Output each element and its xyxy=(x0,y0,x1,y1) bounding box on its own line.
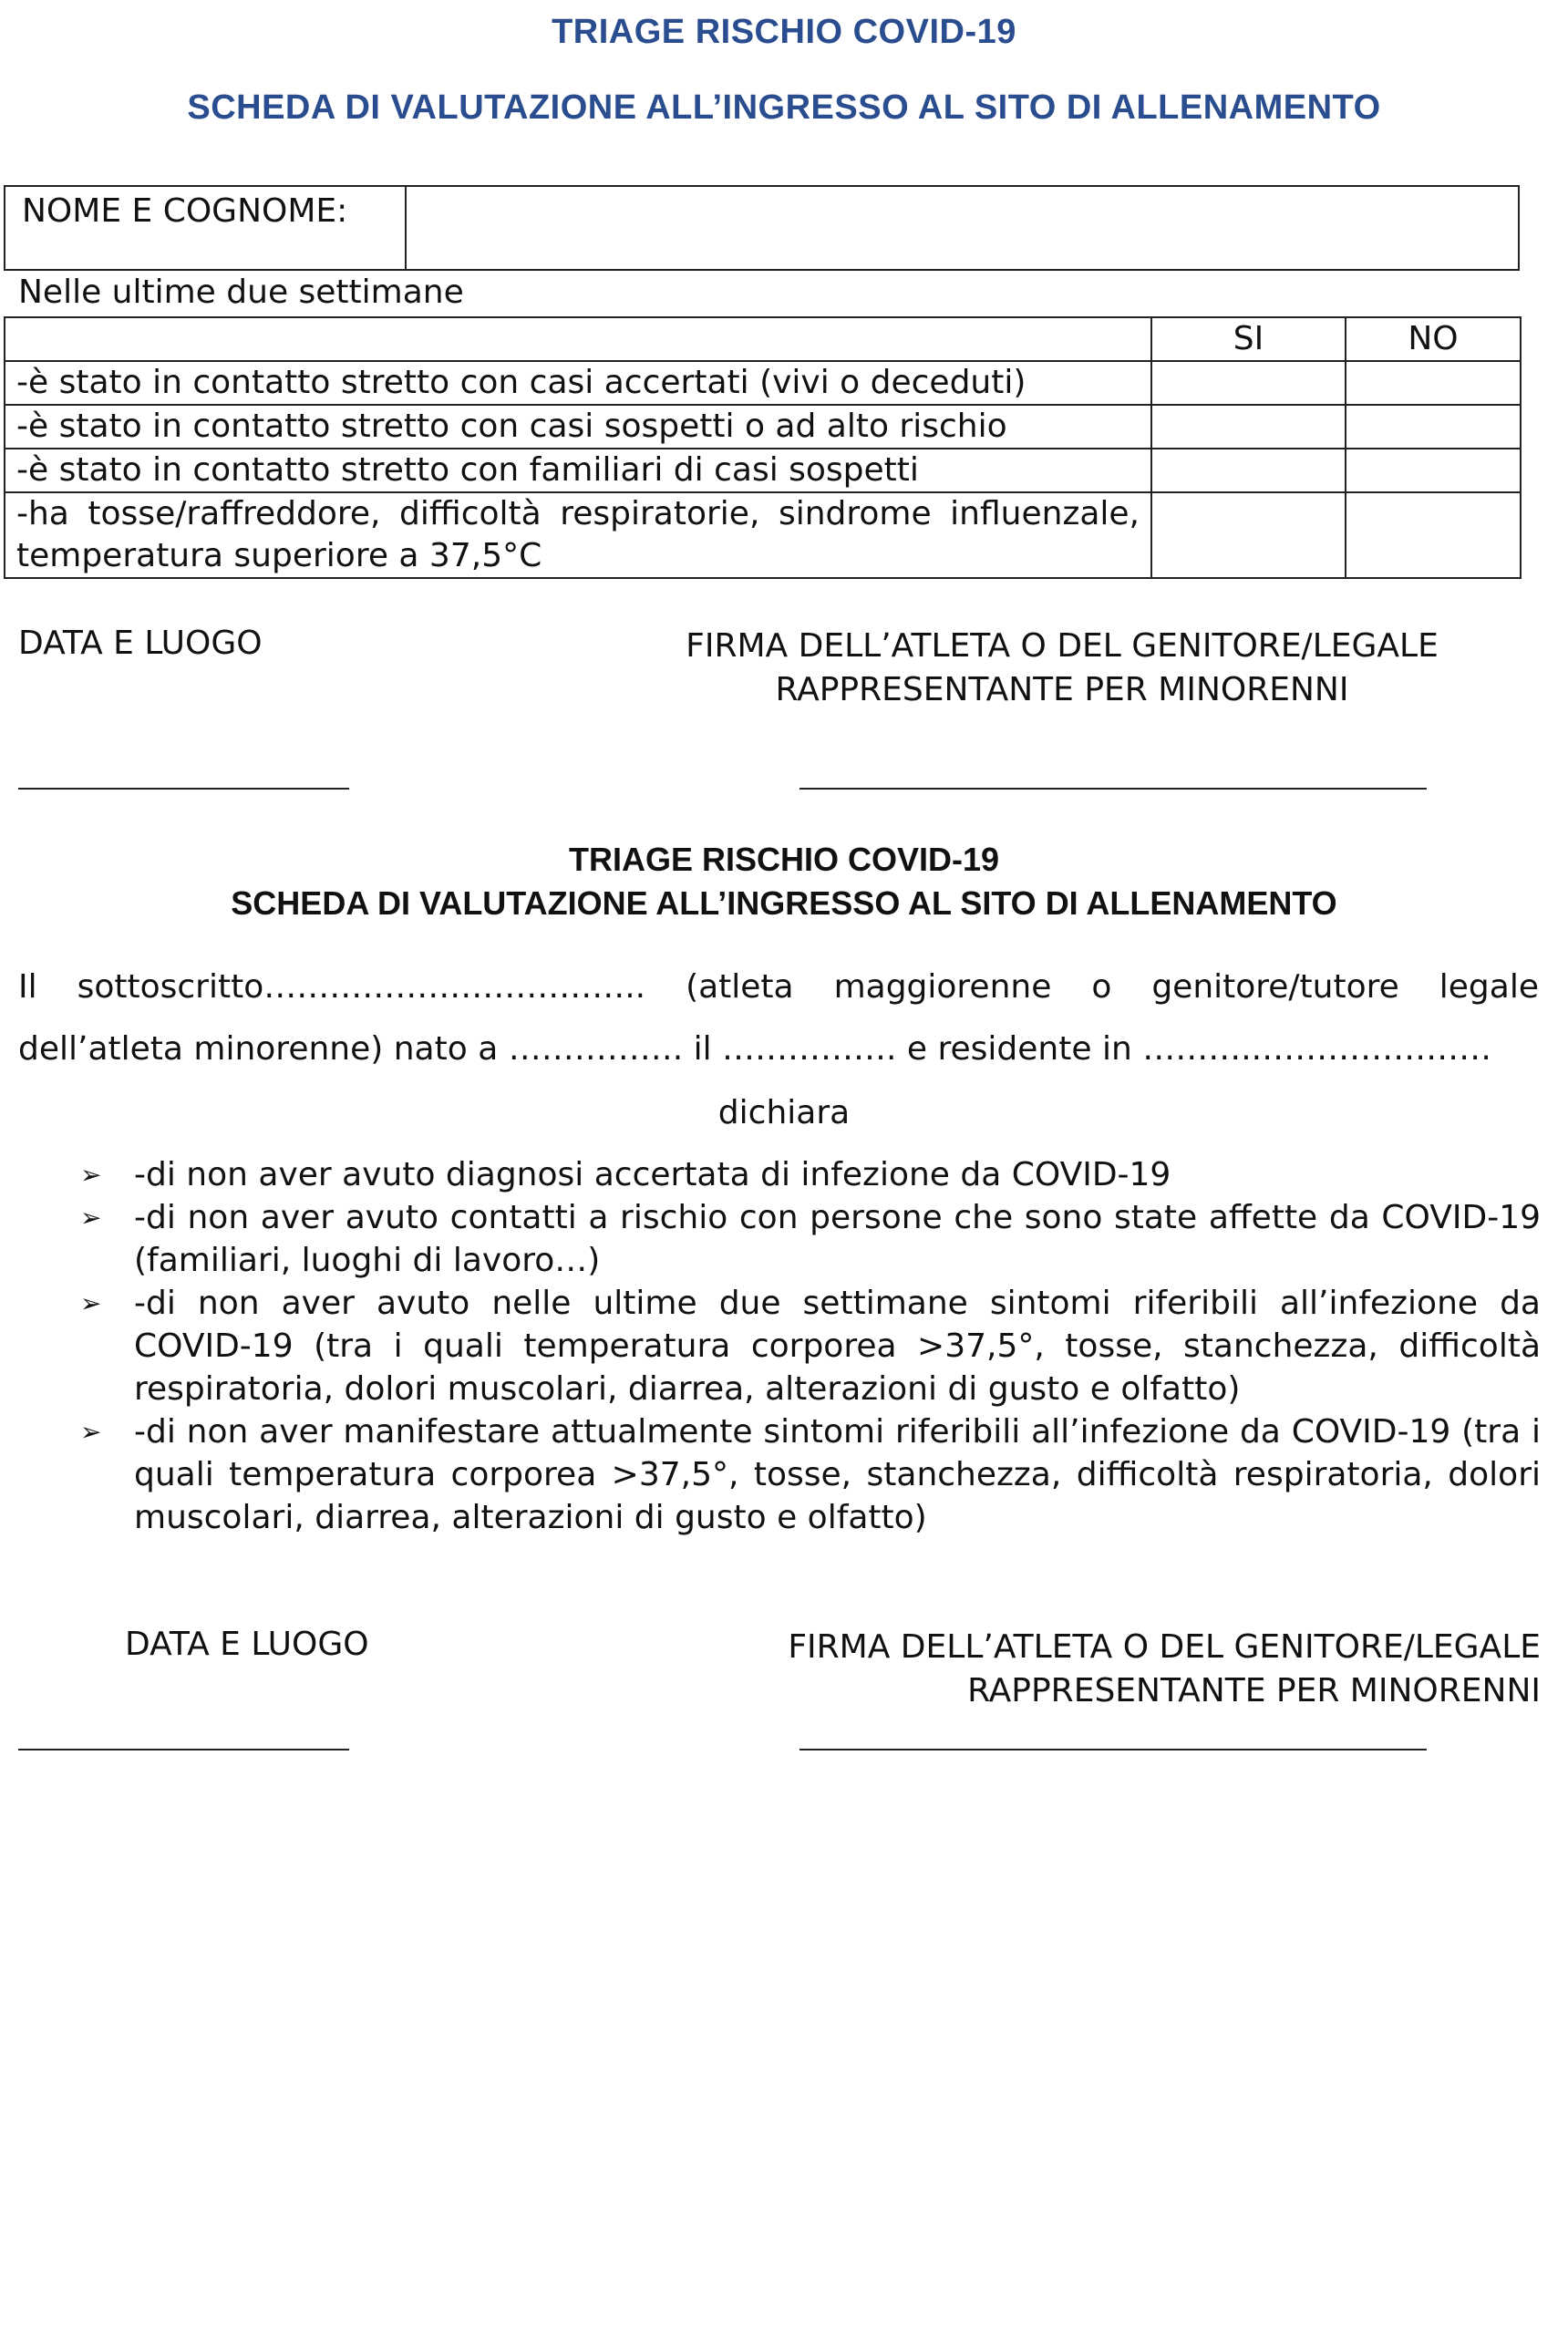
date-place-line[interactable] xyxy=(18,1749,349,1750)
question-text: -è stato in contatto stretto con casi sospetti o ad alto rischio xyxy=(5,405,1151,449)
yes-checkbox-cell[interactable] xyxy=(1151,492,1346,578)
signature-label-line1: FIRMA DELL’ATLETA O DEL GENITORE/LEGALE xyxy=(686,627,1439,665)
table-row xyxy=(5,405,1521,449)
date-place-label: DATA E LUOGO xyxy=(125,1626,369,1663)
list-item-text: -di non aver avuto nelle ultime due settimane sintomi riferibili all’infezione da COVID-19 (tra i quali temperatura corporea >37,5°, tosse, stanchezza, difficoltà respiratoria, dolori muscolari, diarrea, alterazioni di gusto e olfatto) xyxy=(134,1285,1541,1408)
section2-subtitle: SCHEDA DI VALUTAZIONE ALL’INGRESSO AL SITO DI ALLENAMENTO xyxy=(231,884,1337,922)
name-divider xyxy=(405,187,407,269)
table-header-row xyxy=(5,317,1521,361)
question-text: -è stato in contatto stretto con casi accertati (vivi o deceduti) xyxy=(5,361,1151,405)
declaration-word: legale xyxy=(1439,968,1539,1006)
yes-checkbox-cell[interactable] xyxy=(1151,361,1346,405)
no-checkbox-cell[interactable] xyxy=(1346,361,1521,405)
questions-table xyxy=(4,316,1522,579)
list-item-text: -di non aver avuto diagnosi accertata di infezione da COVID-19 xyxy=(134,1156,1171,1193)
signature-label xyxy=(784,1626,1541,1713)
date-place-line[interactable] xyxy=(18,788,349,790)
table-row xyxy=(5,449,1521,492)
declare-label: dichiara xyxy=(717,1094,851,1131)
question-text: -ha tosse/raffreddore, difficoltà respiratorie, sindrome influenzale, temperatura superiore a 37,5°C xyxy=(5,492,1151,578)
declaration-word: (atleta xyxy=(686,968,794,1006)
yes-checkbox-cell[interactable] xyxy=(1151,405,1346,449)
list-item-text: -di non aver avuto contatti a rischio con persone che sono state affette da COVID-19 (familiari, luoghi di lavoro…) xyxy=(134,1199,1541,1279)
name-input[interactable] xyxy=(425,192,1509,265)
list-item xyxy=(18,1153,1541,1196)
declaration-word: o xyxy=(1091,968,1112,1006)
arrow-bullet-icon: ➢ xyxy=(80,1203,102,1233)
table-row xyxy=(5,361,1521,405)
declaration-word: genitore/tutore xyxy=(1151,968,1399,1006)
signature-line[interactable] xyxy=(799,788,1427,790)
signature-label-line2: RAPPRESENTANTE PER MINORENNI xyxy=(775,671,1349,708)
declaration-line1 xyxy=(18,968,1539,1006)
list-item xyxy=(18,1282,1541,1410)
date-place-label: DATA E LUOGO xyxy=(18,625,263,662)
signature-label-line2: RAPPRESENTANTE PER MINORENNI xyxy=(967,1672,1541,1709)
question-text: -è stato in contatto stretto con familiari di casi sospetti xyxy=(5,449,1151,492)
no-checkbox-cell[interactable] xyxy=(1346,449,1521,492)
no-checkbox-cell[interactable] xyxy=(1346,492,1521,578)
table-row xyxy=(5,492,1521,578)
document-title: TRIAGE RISCHIO COVID-19 xyxy=(552,13,1016,51)
declaration-line2: dell’atleta minorenne) nato a ……………. il ……………. e residente in ………..………………… xyxy=(18,1030,1492,1068)
declaration-word: Il xyxy=(18,968,37,1006)
list-item xyxy=(18,1196,1541,1282)
document-subtitle: SCHEDA DI VALUTAZIONE ALL’INGRESSO AL SITO DI ALLENAMENTO xyxy=(187,88,1381,127)
arrow-bullet-icon: ➢ xyxy=(80,1288,102,1318)
list-item xyxy=(18,1410,1541,1539)
arrow-bullet-icon: ➢ xyxy=(80,1417,102,1447)
declaration-list xyxy=(18,1153,1541,1539)
signature-label xyxy=(675,625,1449,712)
signature-line[interactable] xyxy=(799,1749,1427,1750)
questionnaire-intro: Nelle ultime due settimane xyxy=(18,274,464,311)
name-table xyxy=(4,185,1520,271)
yes-header: SI xyxy=(1151,317,1346,361)
table-header-blank xyxy=(5,317,1151,361)
no-header: NO xyxy=(1346,317,1521,361)
arrow-bullet-icon: ➢ xyxy=(80,1160,102,1190)
name-label: NOME E COGNOME: xyxy=(22,192,348,230)
list-item-text: -di non aver manifestare attualmente sintomi riferibili all’infezione da COVID-19 (tra i quali temperatura corporea >37,5°, tosse, stanchezza, difficoltà respiratoria, dolori muscolari, diarrea, alterazioni di gusto e olfatto) xyxy=(134,1413,1541,1536)
yes-checkbox-cell[interactable] xyxy=(1151,449,1346,492)
no-checkbox-cell[interactable] xyxy=(1346,405,1521,449)
declaration-word: sottoscritto…………………………….. xyxy=(77,968,646,1006)
signature-label-line1: FIRMA DELL’ATLETA O DEL GENITORE/LEGALE xyxy=(788,1628,1541,1666)
section2-title: TRIAGE RISCHIO COVID-19 xyxy=(568,841,1000,878)
declaration-word: maggiorenne xyxy=(833,968,1052,1006)
